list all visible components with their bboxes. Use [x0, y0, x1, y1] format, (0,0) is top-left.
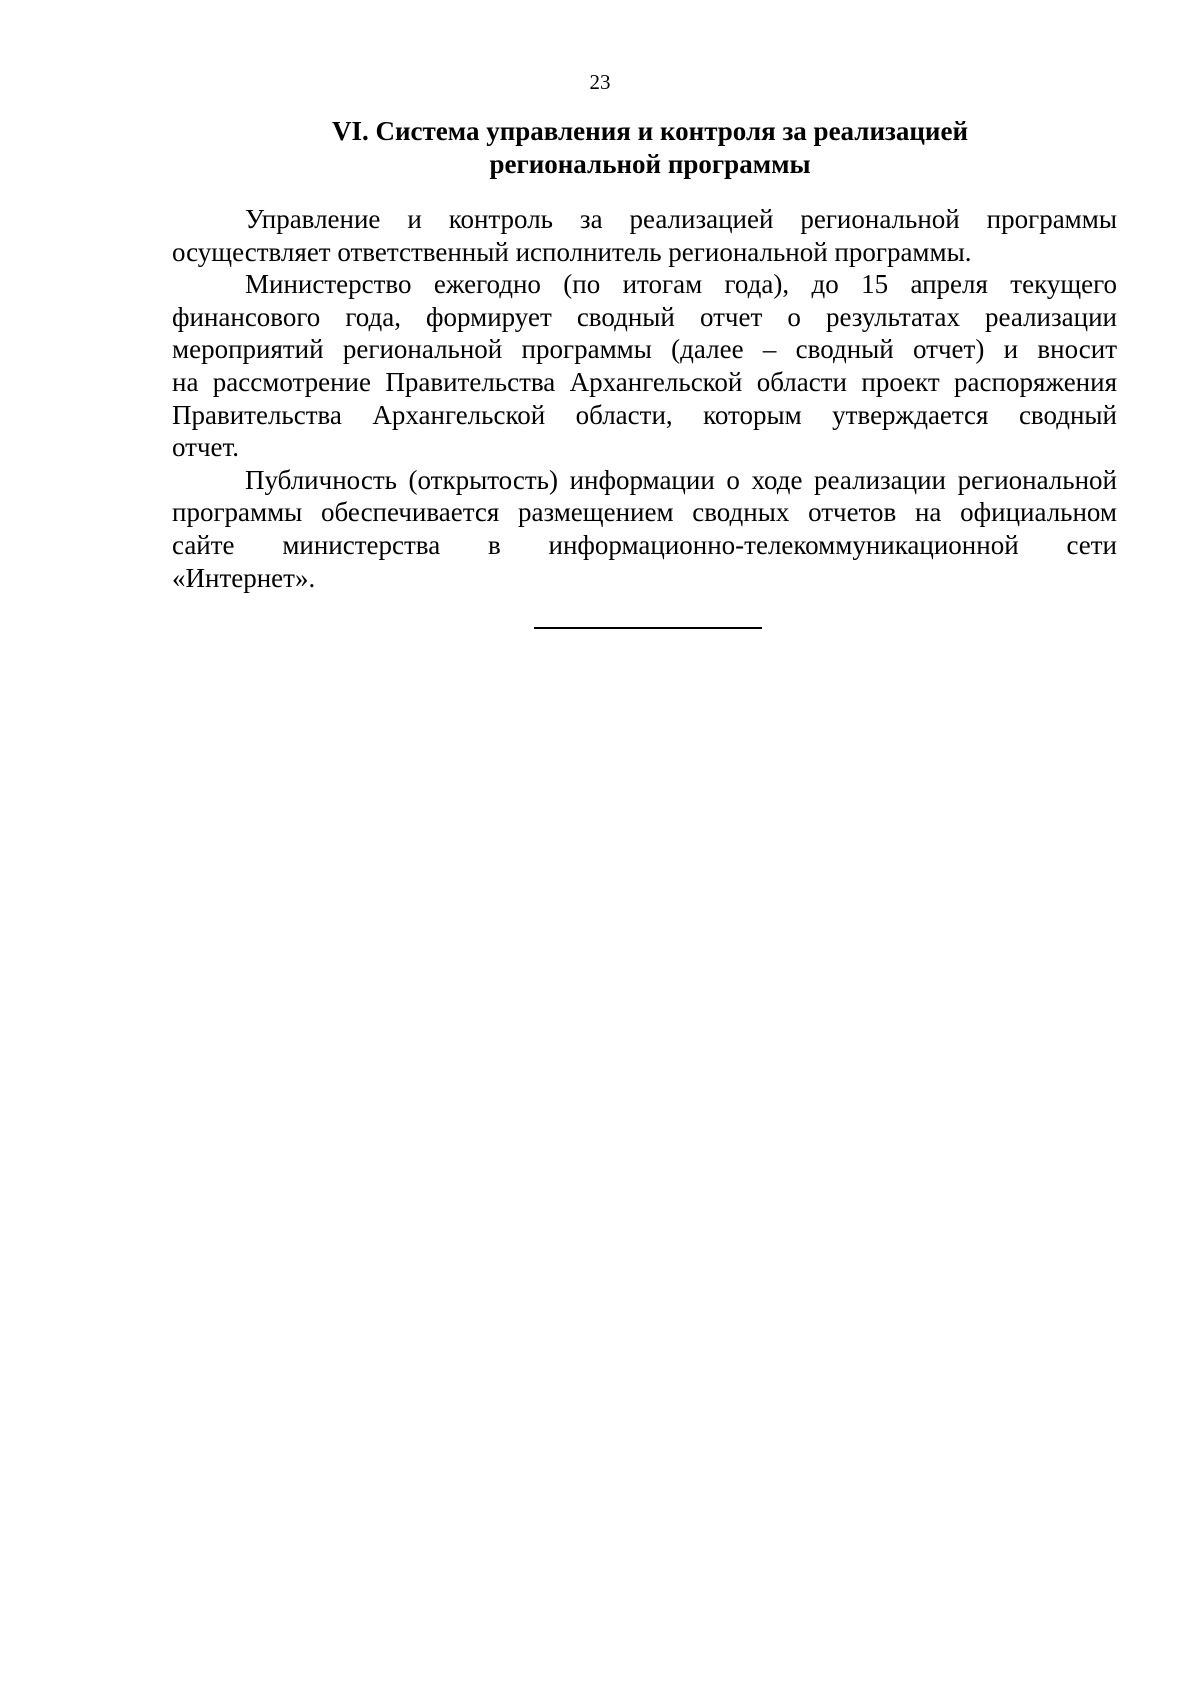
section-title-line-1: VI. Система управления и контроля за реализацией — [331, 116, 969, 146]
section-title — [220, 115, 1080, 181]
paragraph-line: Правительства Архангельской области, которым утверждается сводный — [172, 399, 1117, 430]
end-separator-line — [534, 627, 762, 629]
paragraph-line: осуществляет ответственный исполнитель региональной программы. — [172, 236, 972, 267]
paragraph-line: Публичность (открытость) информации о ходе реализации региональной — [245, 464, 1117, 495]
paragraph-ministry-report — [172, 268, 1117, 464]
paragraph-management — [172, 203, 1117, 268]
paragraph-line: «Интернет». — [172, 562, 316, 593]
paragraph-line: отчет. — [172, 432, 240, 463]
paragraph-line: мероприятий региональной программы (далее – сводный отчет) и вносит — [172, 334, 1117, 365]
paragraph-line: на рассмотрение Правительства Архангельской области проект распоряжения — [172, 366, 1117, 397]
paragraph-line: сайте министерства в информационно-телекоммуникационной сети — [172, 529, 1117, 560]
paragraph-publicity — [172, 464, 1117, 594]
paragraph-line: Министерство ежегодно (по итогам года), до 15 апреля текущего — [245, 269, 1117, 300]
paragraph-line: Управление и контроль за реализацией региональной программы — [245, 204, 1117, 234]
section-title-line-2: региональной программы — [489, 149, 811, 179]
section-body — [172, 203, 1117, 594]
page-number: 23 — [589, 70, 611, 94]
paragraph-line: финансового года, формирует сводный отчет о результатах реализации — [172, 301, 1117, 332]
paragraph-line: программы обеспечивается размещением сводных отчетов на официальном — [172, 497, 1117, 528]
